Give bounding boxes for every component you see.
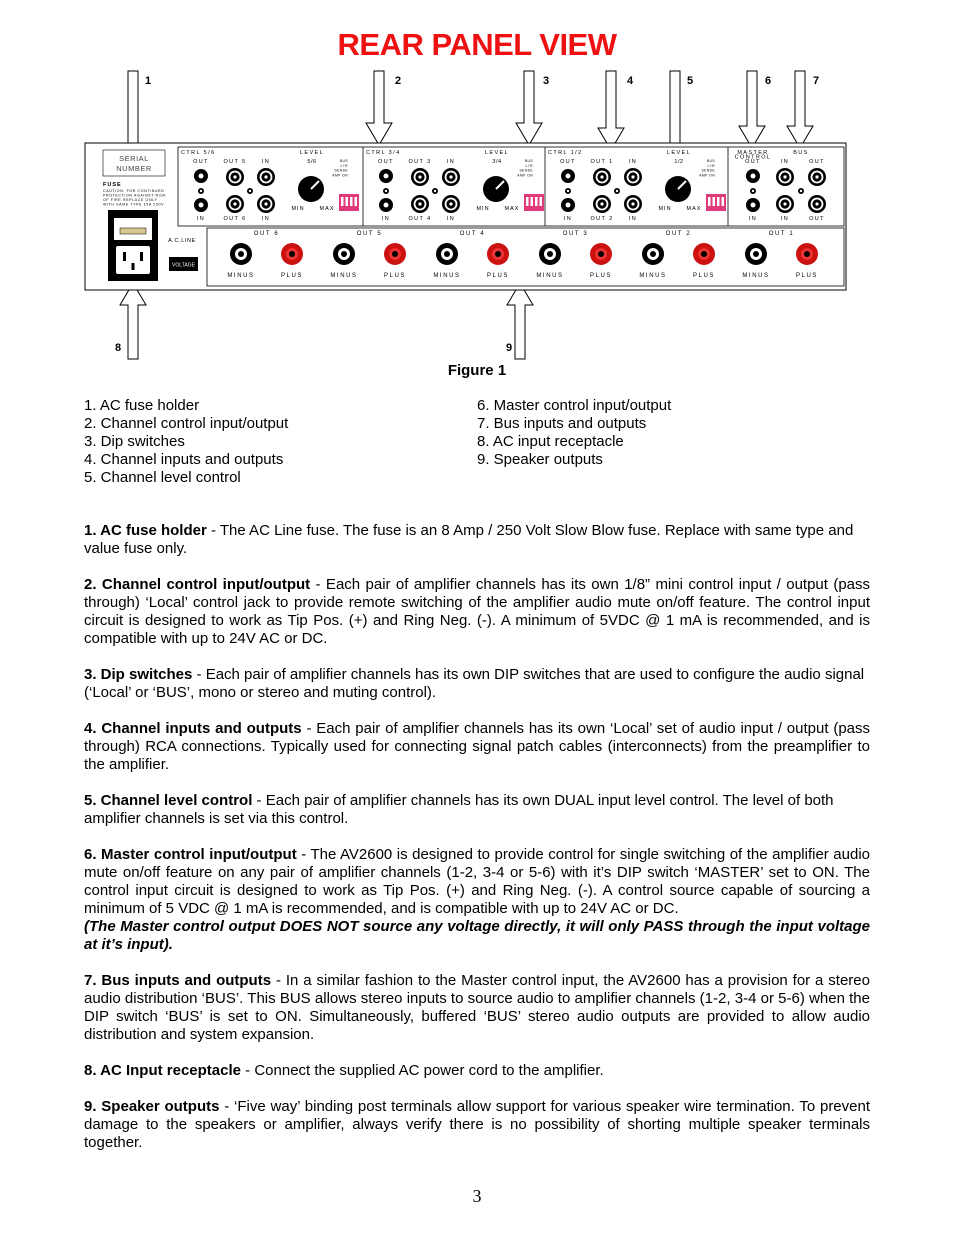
rca-jack-pin (783, 202, 786, 205)
dip-toggle (346, 197, 349, 206)
callout-number: 2 (394, 75, 402, 87)
jack-label: IN (563, 216, 573, 222)
legend-item: 9. Speaker outputs (477, 451, 603, 468)
pair-label: 3/4 (492, 159, 502, 165)
rca-jack-pin (449, 175, 452, 178)
legend-item: 3. Dip switches (84, 433, 185, 450)
description-text: - ‘Five way’ binding post terminals allow support for various speaker wire termination. To prevent damage to the speakers or amplifier, always verify there is no possibility of shorting multiple speaker terminals together. (84, 1098, 871, 1151)
dip-toggle (708, 197, 711, 206)
binding-post-hole (289, 251, 295, 257)
speaker-output-label: OUT 6 (253, 231, 280, 237)
jack-label: IN (628, 159, 638, 165)
fuse-caution: WITH SAME TYPE 15A 250V (103, 202, 165, 207)
legend-left (84, 397, 288, 487)
legend-right (477, 397, 671, 469)
description-9 (84, 1098, 870, 1152)
plus-label: PLUS (383, 273, 407, 279)
description-5 (84, 792, 870, 828)
description-text: - Each pair of amplifier channels has its own ‘Local’ set of audio input / output (pass through) RCA connections. Typically used for connecting signal patch cables (interconnects) from the preamplifier to the amplifier. (84, 720, 871, 773)
level-label: LEVEL (484, 150, 510, 156)
note-text: (The Master control output DOES NOT source any voltage directly, it will only PASS through the input voltage at it’s input). (84, 918, 870, 953)
callout-number: 4 (626, 75, 634, 87)
jack-label: OUT (193, 159, 209, 165)
master-label: MASTER (737, 150, 769, 156)
speaker-output-label: OUT 3 (562, 231, 589, 237)
pin (123, 252, 126, 261)
callout-number: 3 (542, 75, 550, 87)
description-text: - The AC Line fuse. The fuse is an 8 Amp / 250 Volt Slow Blow fuse. Replace with same type and value fuse only. (84, 522, 854, 557)
master-label: CONTROL (734, 154, 772, 161)
page-title: REAR PANEL VIEW (337, 27, 617, 62)
legend-item: 1. AC fuse holder (84, 397, 200, 414)
description-text: - Each pair of amplifier channels has its own DUAL input level control. The level of both amplifier channels is set via this control. (84, 792, 834, 827)
legend-item: 7. Bus inputs and outputs (477, 415, 647, 432)
callout-number: 1 (144, 75, 152, 87)
binding-post-hole (392, 251, 398, 257)
page-number: 3 (472, 1186, 482, 1206)
led-center (752, 190, 754, 192)
pin (132, 263, 135, 270)
speaker-output-label: OUT 5 (356, 231, 383, 237)
mini-jack-hole (751, 203, 756, 208)
callout-arrow (120, 283, 146, 359)
jack-label: IN (780, 216, 790, 222)
rca-jack-pin (631, 202, 634, 205)
callout-number: 6 (764, 75, 772, 87)
rca-jack-pin (264, 202, 267, 205)
ctrl-label: CTRL 3/4 (366, 150, 401, 156)
rca-jack-pin (783, 175, 786, 178)
dip-toggle (531, 197, 534, 206)
minus-label: MINUS (433, 273, 461, 279)
serial-label: SERIAL (119, 154, 149, 163)
rca-jack-pin (233, 202, 236, 205)
binding-post-hole (598, 251, 604, 257)
speaker-output-label: OUT 2 (665, 231, 692, 237)
jack-label: IN (196, 216, 206, 222)
dip-toggle (350, 197, 353, 206)
dip-toggle (341, 197, 344, 206)
jack-label: OUT (560, 159, 576, 165)
mini-jack-hole (751, 174, 756, 179)
rca-jack-pin (815, 175, 818, 178)
minus-label: MINUS (639, 273, 667, 279)
plus-label: PLUS (486, 273, 510, 279)
minus-label: MINUS (227, 273, 255, 279)
rca-jack-pin (631, 175, 634, 178)
dip-toggle (526, 197, 529, 206)
dip-label: AMP ON (517, 173, 533, 178)
rca-jack-pin (600, 175, 603, 178)
binding-post-hole (701, 251, 707, 257)
rear-panel-figure (0, 0, 954, 362)
callout-arrow (366, 71, 392, 145)
dip-toggle (535, 197, 538, 206)
fuse-label: FUSE (103, 182, 122, 188)
description-1 (84, 522, 870, 558)
jack-label: OUT (809, 159, 825, 165)
description-heading: 3. Dip switches (84, 666, 193, 683)
led-center (200, 190, 202, 192)
jack-label: IN (628, 216, 638, 222)
min-label: MIN (291, 206, 305, 212)
binding-post-hole (495, 251, 501, 257)
jack-label: OUT 3 (408, 159, 432, 165)
plus-label: PLUS (589, 273, 613, 279)
jack-label: OUT (745, 159, 761, 165)
jack-label: IN (446, 159, 456, 165)
fuse-caution: CAUTION: FOR CONTINUED (103, 189, 165, 193)
legend-item: 4. Channel inputs and outputs (84, 451, 284, 468)
jack-label: OUT (378, 159, 394, 165)
callout-number: 8 (114, 342, 122, 354)
description-heading: 9. Speaker outputs (84, 1098, 220, 1115)
description-heading: 5. Channel level control (84, 792, 253, 809)
minus-label: MINUS (742, 273, 770, 279)
jack-label: IN (780, 159, 790, 165)
dip-toggle (355, 197, 358, 206)
mini-jack-hole (384, 203, 389, 208)
speaker-output-label: OUT 4 (459, 231, 486, 237)
dip-label: L+R (525, 163, 533, 168)
dip-label: L+R (340, 163, 348, 168)
binding-post-hole (444, 251, 450, 257)
dip-label: BUS (524, 159, 533, 163)
jack-label: OUT 6 (223, 216, 247, 222)
jack-label: OUT 5 (223, 159, 247, 165)
description-text: - Connect the supplied AC power cord to the amplifier. (241, 1062, 604, 1079)
min-label: MIN (476, 206, 490, 212)
min-label: MIN (658, 206, 672, 212)
description-text: - In a similar fashion to the Master control input, the AV2600 has a provision for a stereo audio distribution ‘BUS’. This BUS allows stereo inputs to source audio to amplifier channels (1-2, 3-4 or 5-6) when the DIP switch ‘BUS’ is set to ON. Simultaneously, buffered ‘BUS’ stereo audio outputs are provided to allow audio distribution and system expansion. (84, 972, 870, 1043)
rca-jack-pin (600, 202, 603, 205)
description-3 (84, 666, 870, 702)
led-center (434, 190, 436, 192)
binding-post-hole (238, 251, 244, 257)
master-note (84, 918, 870, 954)
binding-post-hole (650, 251, 656, 257)
description-2 (84, 576, 870, 648)
jack-label: OUT 2 (590, 216, 614, 222)
callout-number: 5 (686, 75, 694, 87)
legend-item: 2. Channel control input/output (84, 415, 289, 432)
dip-label: BUS (706, 159, 715, 163)
description-heading: 8. AC Input receptacle (84, 1062, 241, 1079)
ac-line-label: A.C.LINE (168, 238, 196, 244)
ctrl-label: CTRL 1/2 (548, 150, 583, 156)
max-label: MAX (686, 206, 702, 212)
callout-arrow (516, 71, 542, 145)
legend-item: 8. AC input receptacle (477, 433, 624, 450)
description-heading: 4. Channel inputs and outputs (84, 720, 302, 737)
jack-label: IN (446, 216, 456, 222)
jack-label: IN (748, 216, 758, 222)
figure-caption: Figure 1 (447, 362, 507, 379)
description-heading: 6. Master control input/output (84, 846, 297, 863)
description-text: - Each pair of amplifier channels has its own 1/8” mini control input / output (pass through) ‘Local’ control jack to provide remote switching of the amplifier audio mute on/off feature. The control input circuit is designed to work as Tip Pos. (+) and Ring Neg. (-). A minimum of 5VDC @ 1 mA is recommended, and is compatible with up to 24V AC or DC. (84, 576, 870, 647)
callout-arrow (598, 71, 624, 150)
binding-post-hole (341, 251, 347, 257)
rear-panel (85, 143, 846, 290)
led-center (567, 190, 569, 192)
callout-number: 9 (505, 342, 513, 354)
description-text: - Each pair of amplifier channels has its own DIP switches that are used to configure the audio signal (‘Local’ or ‘BUS’, mono or stereo and muting control). (84, 666, 865, 701)
description-8 (84, 1062, 870, 1080)
rca-jack-pin (264, 175, 267, 178)
jack-label: OUT (809, 216, 825, 222)
binding-post-hole (804, 251, 810, 257)
pin (140, 252, 143, 261)
rca-jack-pin (418, 175, 421, 178)
fuse-caution: PROTECTION AGAINST RISK (103, 193, 167, 198)
dip-toggle (717, 197, 720, 206)
dip-label: AMP ON (699, 173, 715, 178)
dip-label: BUS (339, 159, 348, 163)
ctrl-label: CTRL 5/6 (181, 150, 216, 156)
dip-label: SENSE (334, 168, 348, 173)
jack-label: IN (381, 216, 391, 222)
description-4 (84, 720, 870, 774)
speaker-output-label: OUT 1 (768, 231, 795, 237)
jack-label: OUT 1 (590, 159, 614, 165)
dip-label: AMP ON (332, 173, 348, 178)
callout-arrow (787, 71, 813, 148)
descriptions (84, 522, 870, 1170)
minus-label: MINUS (330, 273, 358, 279)
plus-label: PLUS (795, 273, 819, 279)
serial-label: NUMBER (116, 164, 152, 173)
description-text: - The AV2600 is designed to provide control for single switching of the amplifier audio mute on/off feature on any pair of amplifier channels (1-2, 3-4 or 5-6) with it’s DIP switch ‘MASTER’ set to ON. The control input circuit is designed to work as Tip Pos. (+) and Ring Neg. (-). A control source capable of sourcing a minimum of 5 VDC @ 1 mA is recommended, and is compatible with up to 24V AC or DC. (84, 846, 871, 917)
callout-arrow (739, 71, 765, 148)
rca-jack-pin (418, 202, 421, 205)
description-6 (84, 846, 870, 918)
pair-label: 1/2 (674, 159, 684, 165)
rca-jack-pin (815, 202, 818, 205)
mini-jack-hole (199, 203, 204, 208)
description-7 (84, 972, 870, 1044)
jack-label: IN (261, 216, 271, 222)
callout-number: 7 (812, 75, 820, 87)
dip-label: L+R (707, 163, 715, 168)
dip-toggle (713, 197, 716, 206)
mini-jack-hole (384, 174, 389, 179)
voltage-label: VOLTAGE (172, 262, 195, 269)
dip-toggle (722, 197, 725, 206)
level-label: LEVEL (666, 150, 692, 156)
binding-post-hole (753, 251, 759, 257)
dip-toggle (540, 197, 543, 206)
jack-label: OUT 4 (408, 216, 432, 222)
mini-jack-hole (566, 203, 571, 208)
jack-label: IN (261, 159, 271, 165)
minus-label: MINUS (536, 273, 564, 279)
dip-label: SENSE (701, 168, 715, 173)
led-center (249, 190, 251, 192)
dip-label: SENSE (519, 168, 533, 173)
mini-jack-hole (566, 174, 571, 179)
led-center (616, 190, 618, 192)
mini-jack-hole (199, 174, 204, 179)
max-label: MAX (319, 206, 335, 212)
pair-label: 5/6 (307, 159, 317, 165)
max-label: MAX (504, 206, 520, 212)
rca-jack-pin (449, 202, 452, 205)
binding-post-hole (547, 251, 553, 257)
plus-label: PLUS (692, 273, 716, 279)
plus-label: PLUS (280, 273, 304, 279)
description-heading: 2. Channel control input/output (84, 576, 311, 593)
description-heading: 7. Bus inputs and outputs (84, 972, 272, 989)
led-center (800, 190, 802, 192)
legend-item: 5. Channel level control (84, 469, 241, 486)
bus-label: BUS (793, 150, 809, 156)
fuse-caution: OF FIRE REPLACE ONLY (103, 198, 158, 202)
level-label: LEVEL (299, 150, 325, 156)
led-center (385, 190, 387, 192)
legend-item: 6. Master control input/output (477, 397, 672, 414)
fuse-icon (120, 228, 146, 234)
description-heading: 1. AC fuse holder (84, 522, 207, 539)
rca-jack-pin (233, 175, 236, 178)
